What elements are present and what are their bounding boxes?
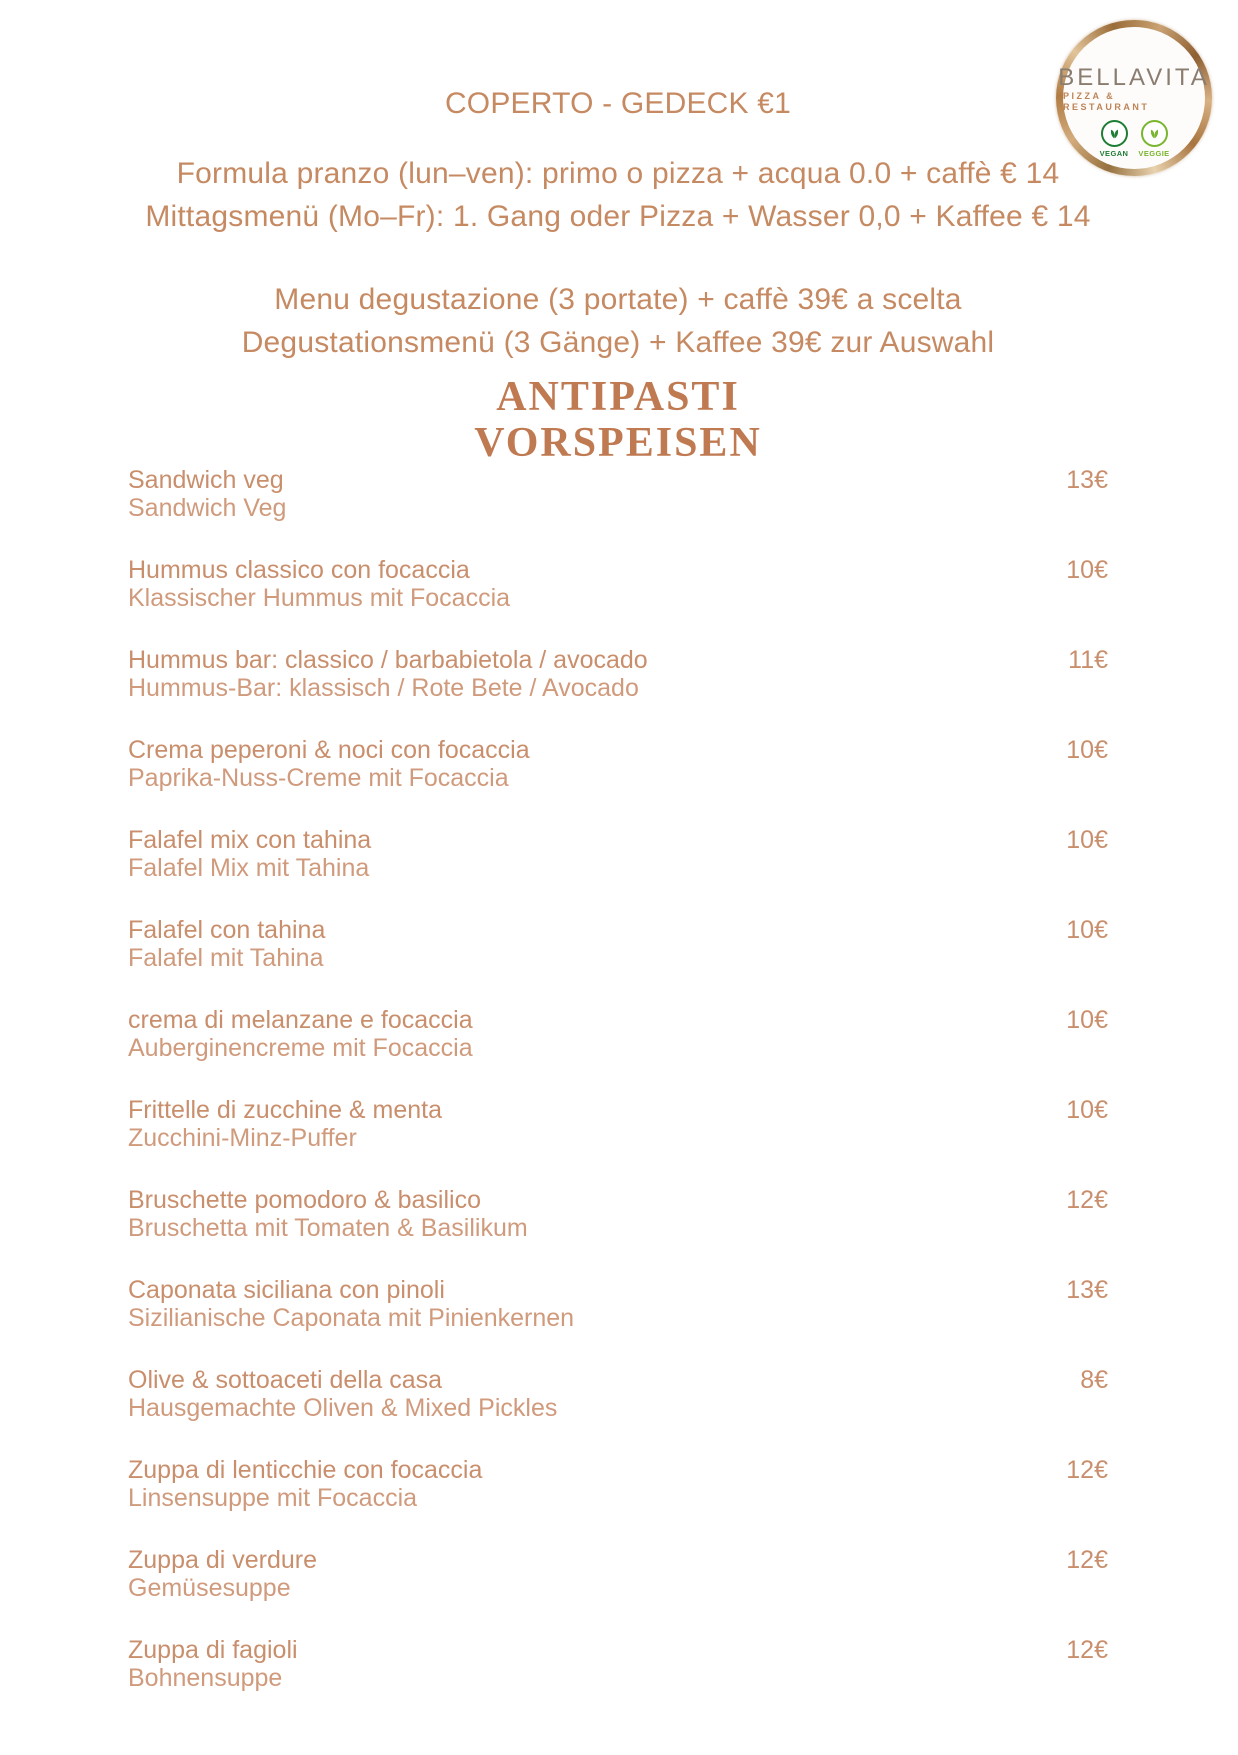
item-price: 8€ <box>1080 1366 1108 1394</box>
vegan-badge-label: VEGAN <box>1099 149 1129 158</box>
menu-item-row <box>128 646 1108 702</box>
item-name-italian: Olive & sottoaceti della casa <box>128 1366 443 1394</box>
tasting-menu-german: Degustationsmenü (3 Gänge) + Kaffee 39€ zur Auswahl <box>241 326 995 359</box>
item-price: 10€ <box>1066 1096 1108 1124</box>
menu-item-row <box>128 916 1108 972</box>
menu-item-names <box>128 1546 317 1602</box>
coperto-line: COPERTO - GEDECK €1 <box>444 87 792 120</box>
item-name-italian: Zuppa di verdure <box>128 1546 318 1574</box>
item-price: 12€ <box>1066 1186 1108 1214</box>
menu-item-names <box>128 466 286 522</box>
item-price: 10€ <box>1066 826 1108 854</box>
item-name-german: Paprika-Nuss-Creme mit Focaccia <box>128 764 509 792</box>
item-name-german: Zucchini-Minz-Puffer <box>128 1124 357 1152</box>
menu-item-names <box>128 1186 528 1242</box>
section-title-german: VORSPEISEN <box>474 420 762 466</box>
vegan-badge <box>1099 120 1129 158</box>
menu-item-row <box>128 1636 1108 1692</box>
menu-item-row <box>128 1456 1108 1512</box>
menu-item-row <box>128 826 1108 882</box>
menu-item-names <box>128 1096 442 1152</box>
item-name-german: Gemüsesuppe <box>128 1574 291 1602</box>
menu-item-row <box>128 556 1108 612</box>
menu-item-row <box>128 736 1108 792</box>
item-name-german: Linsensuppe mit Focaccia <box>128 1484 418 1512</box>
item-name-italian: Zuppa di fagioli <box>128 1636 298 1664</box>
menu-item-row <box>128 1546 1108 1602</box>
menu-item-row <box>128 1186 1108 1242</box>
item-name-german: Bohnensuppe <box>128 1664 283 1692</box>
menu-item-row <box>128 1366 1108 1422</box>
menu-item-names <box>128 916 325 972</box>
menu-item-names <box>128 736 530 792</box>
logo-badges <box>1099 120 1169 158</box>
menu-item-row <box>128 1006 1108 1062</box>
menu-item-names <box>128 646 648 702</box>
tasting-menu-block <box>128 278 1108 364</box>
item-name-italian: Sandwich veg <box>128 466 284 494</box>
item-price: 12€ <box>1066 1456 1108 1484</box>
item-name-italian: Hummus bar: classico / barbabietola / avocado <box>128 646 648 674</box>
item-name-italian: Falafel mix con tahina <box>128 826 372 854</box>
logo-inner-circle <box>1058 27 1210 169</box>
menu-item-names <box>128 1366 557 1422</box>
item-name-italian: Hummus classico con focaccia <box>128 556 470 584</box>
item-name-german: Sandwich Veg <box>128 494 287 522</box>
menu-items-list <box>128 466 1108 1692</box>
veggie-badge <box>1139 120 1169 158</box>
item-price: 11€ <box>1068 646 1108 674</box>
section-title <box>128 374 1108 466</box>
item-price: 13€ <box>1066 466 1108 494</box>
item-name-german: Falafel mit Tahina <box>128 944 324 972</box>
item-name-italian: crema di melanzane e focaccia <box>128 1006 473 1034</box>
item-name-german: Klassischer Hummus mit Focaccia <box>128 584 511 612</box>
menu-content <box>0 86 1238 1692</box>
item-name-german: Hummus-Bar: klassisch / Rote Bete / Avocado <box>128 674 639 702</box>
menu-item-names <box>128 1636 298 1692</box>
tasting-menu-italian: Menu degustazione (3 portate) + caffè 39€ a scelta <box>274 283 962 316</box>
item-name-italian: Zuppa di lenticchie con focaccia <box>128 1456 483 1484</box>
vegan-leaf-icon <box>1101 120 1128 147</box>
item-price: 10€ <box>1066 736 1108 764</box>
menu-item-names <box>128 556 510 612</box>
item-name-german: Sizilianische Caponata mit Pinienkernen <box>128 1304 575 1332</box>
menu-item-names <box>128 826 371 882</box>
menu-item-row <box>128 466 1108 522</box>
menu-item-names <box>128 1006 473 1062</box>
item-name-german: Auberginencreme mit Focaccia <box>128 1034 473 1062</box>
item-price: 10€ <box>1066 556 1108 584</box>
item-price: 10€ <box>1066 1006 1108 1034</box>
menu-item-names <box>128 1456 482 1512</box>
item-name-german: Bruschetta mit Tomaten & Basilikum <box>128 1214 528 1242</box>
section-title-italian: ANTIPASTI <box>496 374 740 420</box>
menu-item-row <box>128 1096 1108 1152</box>
item-name-italian: Bruschette pomodoro & basilico <box>128 1186 481 1214</box>
item-price: 12€ <box>1066 1546 1108 1574</box>
veggie-leaf-icon <box>1141 120 1168 147</box>
item-name-italian: Frittelle di zucchine & menta <box>128 1096 443 1124</box>
veggie-badge-label: VEGGIE <box>1138 149 1170 158</box>
logo-name: BELLAVITA <box>1058 64 1210 91</box>
item-name-german: Falafel Mix mit Tahina <box>128 854 370 882</box>
lunch-formula-block <box>128 152 1108 238</box>
logo-tagline: PIZZA & RESTAURANT <box>1063 91 1150 112</box>
menu-item-names <box>128 1276 574 1332</box>
item-price: 12€ <box>1066 1636 1108 1664</box>
item-name-italian: Falafel con tahina <box>128 916 326 944</box>
lunch-formula-italian: Formula pranzo (lun–ven): primo o pizza + acqua 0.0 + caffè € 14 <box>176 157 1060 190</box>
item-price: 10€ <box>1066 916 1108 944</box>
item-name-italian: Crema peperoni & noci con focaccia <box>128 736 530 764</box>
item-price: 13€ <box>1066 1276 1108 1304</box>
item-name-italian: Caponata siciliana con pinoli <box>128 1276 445 1304</box>
lunch-formula-german: Mittagsmenü (Mo–Fr): 1. Gang oder Pizza + Wasser 0,0 + Kaffee € 14 <box>145 200 1091 233</box>
item-name-german: Hausgemachte Oliven & Mixed Pickles <box>128 1394 558 1422</box>
restaurant-logo <box>1056 20 1212 176</box>
menu-item-row <box>128 1276 1108 1332</box>
